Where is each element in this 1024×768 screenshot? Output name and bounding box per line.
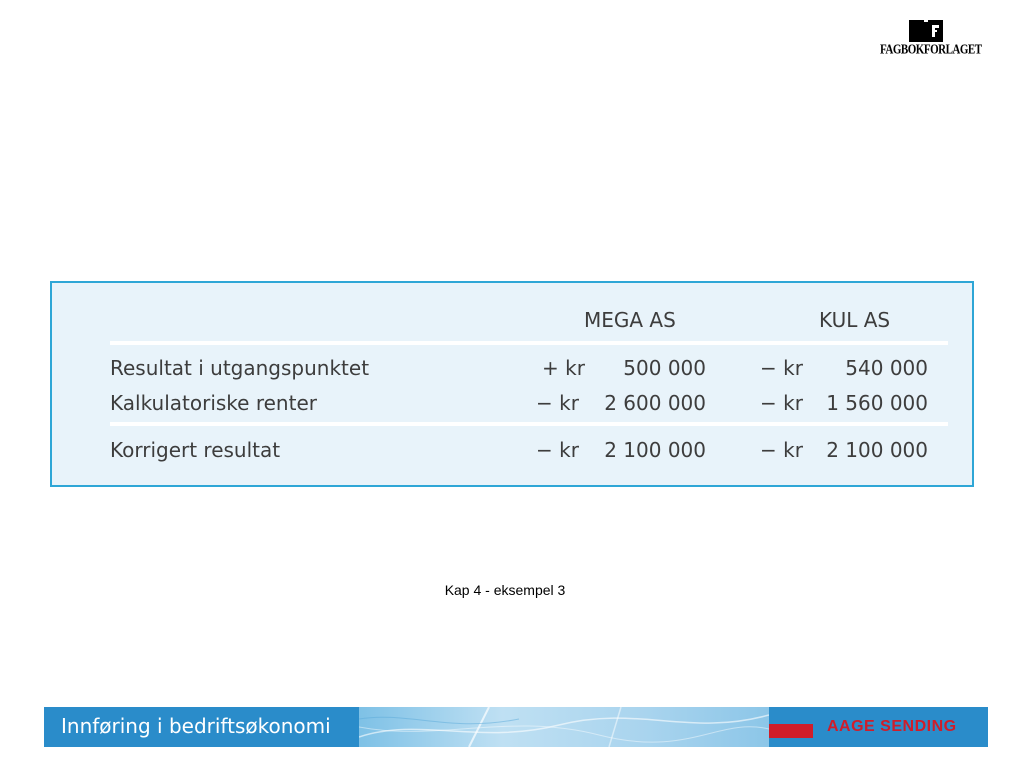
kul-value: 1 560 000 — [826, 391, 928, 415]
total-label: Korrigert resultat — [110, 438, 281, 462]
decorative-wave-graphic — [359, 707, 769, 747]
total-divider — [110, 422, 948, 426]
mega-value: 2 600 000 — [604, 391, 706, 415]
mega-sign: + kr — [542, 356, 585, 380]
kul-sign: − kr — [760, 391, 803, 415]
author-name: AAGE SENDING — [827, 718, 957, 735]
publisher-name: FAGBOKFORLAGET — [880, 42, 982, 58]
mega-value: 500 000 — [623, 356, 706, 380]
total-mega-value: 2 100 000 — [604, 438, 706, 462]
row-label: Resultat i utgangspunktet — [110, 356, 370, 380]
total-kul-value: 2 100 000 — [826, 438, 928, 462]
column-header-mega: MEGA AS — [584, 308, 676, 332]
footer-banner — [44, 707, 988, 747]
mega-sign: − kr — [536, 391, 579, 415]
footer-author-block — [769, 707, 988, 747]
book-title: Innføring i bedriftsøkonomi — [61, 714, 331, 738]
total-kul-sign: − kr — [760, 438, 803, 462]
total-mega-sign: − kr — [536, 438, 579, 462]
footer-title-block — [44, 707, 359, 747]
slide-caption: Kap 4 - eksempel 3 — [444, 582, 566, 598]
kul-sign: − kr — [760, 356, 803, 380]
results-table — [50, 281, 974, 487]
author-accent-bar — [769, 724, 813, 738]
publisher-logo — [880, 20, 982, 58]
header-divider — [110, 341, 948, 345]
kul-value: 540 000 — [845, 356, 928, 380]
book-icon — [909, 20, 943, 42]
row-label: Kalkulatoriske renter — [110, 391, 317, 415]
column-header-kul: KUL AS — [819, 308, 891, 332]
